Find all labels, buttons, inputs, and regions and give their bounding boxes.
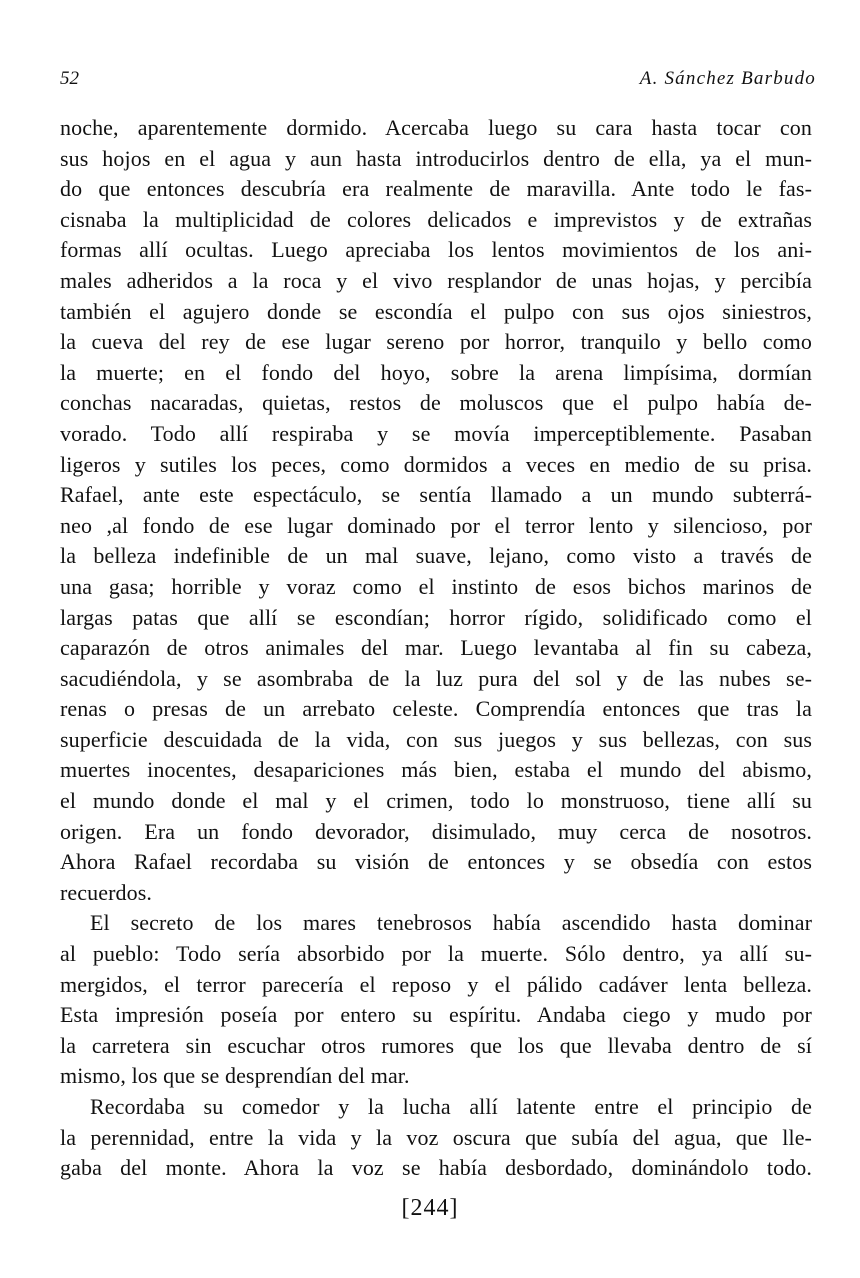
text-line-paragraph-start: Recordaba su comedor y la lucha allí latente entre el principio de [90, 1094, 812, 1119]
text-line: vorado. Todo allí respiraba y se movía imperceptiblemente. Pasaban [60, 420, 812, 446]
text-line: do que entonces descubría era realmente de maravilla. Ante todo le fas- [60, 176, 812, 202]
text-line: males adheridos a la roca y el vivo resplandor de unas hojas, y percibía [60, 267, 812, 293]
running-head-author: A. Sánchez Barbudo [639, 68, 816, 89]
text-line: la muerte; en el fondo del hoyo, sobre la arena limpísima, dormían [60, 359, 812, 385]
body-text [60, 113, 812, 1184]
text-line: sacudiéndola, y se asombraba de la luz pura del sol y de las nubes se- [60, 665, 812, 691]
text-line: neo ,al fondo de ese lugar dominado por el terror lento y silencioso, por [60, 512, 812, 538]
text-line: ligeros y sutiles los peces, como dormidos a veces en medio de su prisa. [60, 451, 812, 477]
text-line-paragraph-start: El secreto de los mares tenebrosos había ascendido hasta dominar [90, 910, 812, 936]
text-line: conchas nacaradas, quietas, restos de moluscos que el pulpo había de- [60, 390, 812, 416]
folio-number: [244] [401, 1195, 459, 1221]
text-line: Rafael, ante este espectáculo, se sentía llamado a un mundo subterrá- [60, 482, 812, 508]
text-line: origen. Era un fondo devorador, disimulado, muy cerca de nosotros. [60, 818, 812, 844]
text-line: sus hojos en el agua y aun hasta introducirlos dentro de ella, ya el mun- [60, 145, 812, 171]
text-line: la cueva del rey de ese lugar sereno por horror, tranquilo y bello como [60, 329, 812, 355]
text-line: caparazón de otros animales del mar. Luego levantaba al fin su cabeza, [60, 635, 812, 661]
text-line: cisnaba la multiplicidad de colores delicados e imprevistos y de extrañas [60, 206, 812, 232]
text-line: noche, aparentemente dormido. Acercaba luego su cara hasta tocar con [60, 115, 812, 140]
text-line: una gasa; horrible y voraz como el instinto de esos bichos marinos de [60, 573, 812, 599]
text-line: muertes inocentes, desapariciones más bien, estaba el mundo del abismo, [60, 757, 812, 783]
text-line: Ahora Rafael recordaba su visión de entonces y se obsedía con estos [60, 849, 812, 875]
text-line: la carretera sin escuchar otros rumores que los que llevaba dentro de sí [60, 1032, 812, 1058]
text-line: formas allí ocultas. Luego apreciaba los lentos movimientos de los ani- [60, 237, 812, 263]
text-line: gaba del monte. Ahora la voz se había desbordado, dominándolo todo. [60, 1155, 812, 1181]
text-line: al pueblo: Todo sería absorbido por la muerte. Sólo dentro, ya allí su- [60, 941, 812, 967]
text-line: Esta impresión poseía por entero su espíritu. Andaba ciego y mudo por [60, 1002, 812, 1028]
text-line: la perennidad, entre la vida y la voz oscura que subía del agua, que lle- [60, 1124, 812, 1150]
text-line: la belleza indefinible de un mal suave, lejano, como visto a través de [60, 543, 812, 569]
text-line: el mundo donde el mal y el crimen, todo lo monstruoso, tiene allí su [60, 788, 812, 814]
text-line-paragraph-end: recuerdos. [60, 879, 153, 905]
text-line-paragraph-end: mismo, los que se desprendían del mar. [60, 1063, 410, 1089]
text-line: superficie descuidada de la vida, con sus juegos y sus bellezas, con sus [60, 726, 812, 752]
text-line: largas patas que allí se escondían; horror rígido, solidificado como el [60, 604, 812, 630]
page-number: 52 [60, 68, 79, 89]
text-line: renas o presas de un arrebato celeste. Comprendía entonces que tras la [60, 696, 812, 722]
text-line: mergidos, el terror parecería el reposo y el pálido cadáver lenta belleza. [60, 971, 812, 997]
text-line: también el agujero donde se escondía el pulpo con sus ojos siniestros, [60, 298, 812, 324]
page-header [60, 68, 816, 94]
